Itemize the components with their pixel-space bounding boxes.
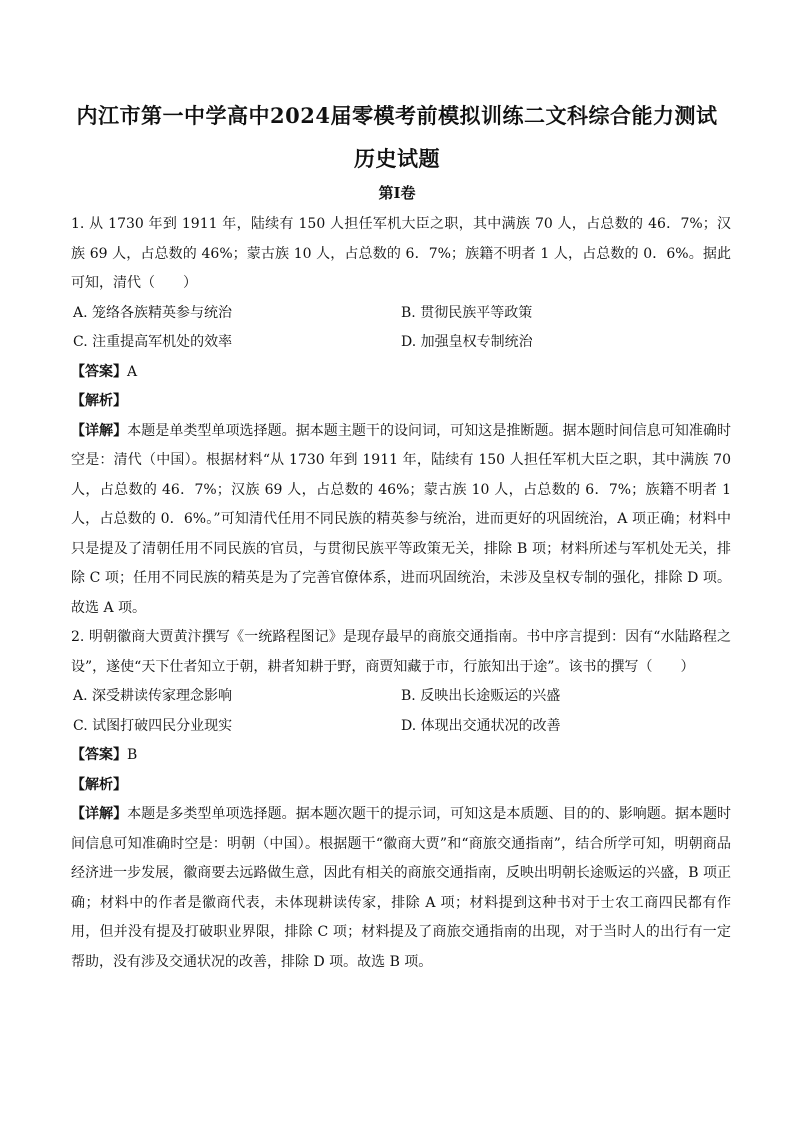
question-2-options-row1: [71, 682, 731, 712]
question-1-analysis-label: 【解析】: [71, 393, 127, 409]
question-2-option-a: A. 深受耕读传家理念影响: [73, 688, 233, 704]
question-1-option-d: D. 加强皇权专制统治: [401, 334, 533, 350]
question-2-answer: [71, 741, 731, 771]
question-1-stem: 1. 从 1730 年到 1911 年，陆续有 150 人担任军机大臣之职，其中满族 70 人，占总数的 46．7%；汉族 69 人，占总数的 46%；蒙古族 10 人，占总数的 6．7%；族籍不明者 1 人，占总数的 0．6%。据此可知，清代（ ）: [71, 216, 731, 291]
question-2-option-b: B. 反映出长途贩运的兴盛: [401, 688, 561, 704]
detail-label: 【详解】: [71, 806, 128, 822]
detail-label: 【详解】: [71, 422, 128, 439]
question-content: [71, 210, 731, 977]
question-2-option-c: C. 试图打破四民分业现实: [73, 717, 233, 734]
answer-value: B: [127, 747, 138, 763]
section-heading: 第Ⅰ卷: [378, 184, 416, 202]
question-1-options-row1: [71, 299, 731, 329]
detail-text: 本题是多类型单项选择题。据本题次题干的提示词，可知这是本质题、目的的、影响题。据本题时间信息可知准确时空是：明朝（中国）。根据题干“徽商大贾”和“商旅交通指南”，结合所学可知，明朝商品经济进一步发展，徽商要去远路做生意，因此有相关的商旅交通指南，反映出明朝长途贩运的兴盛，B 项正确；材料中的作者是徽商代表，未体现耕读传家，排除 A 项；材料提到这种书对于士农工商四民都有作用，但并没有提及打破职业界限，排除 C 项；材料提及了商旅交通指南的出现，对于当时人的出行有一定帮助，没有涉及交通状况的改善，排除 D 项。故选 B 项。: [71, 806, 732, 970]
question-2-option-d: D. 体现出交通状况的改善: [401, 717, 561, 734]
answer-label: 【答案】: [71, 747, 127, 763]
question-2-stem: 2. 明朝徽商大贾黄汴撰写《一统路程图记》是现存最早的商旅交通指南。书中序言提到：因有“水陆路程之设”，遂使“天下仕者知立于朝，耕者知耕于野，商贾知藏于市，行旅知出于途”。该书的撰写（ ）: [71, 629, 731, 675]
exam-title: 内江市第一中学高中2024届零模考前模拟训练二文科综合能力测试: [76, 103, 718, 128]
question-2-detail: [71, 800, 731, 977]
question-2-options-row2: [71, 712, 731, 742]
detail-text: 本题是单类型单项选择题。据本题主题干的设问词，可知这是推断题。据本题时间信息可知准确时空是：清代（中国）。根据材料“从 1730 年到 1911 年，陆续有 150 人担任军机大臣之职，其中满族 70 人，占总数的 46．7%；汉族 69 人，占总数的 46%；蒙古族 10 人，占总数的 6．7%；族籍不明者 1 人，占总数的 0．6%。”可知清代任用不同民族的精英参与统治，进而更好的巩固统治，A 项正确；材料中只是提及了清朝任用不同民族的官员，与贯彻民族平等政策无关，排除 B 项；材料所述与军机处无关，排除 C 项；任用不同民族的精英是为了完善官僚体系，进而巩固统治，未涉及皇权专制的强化，排除 D 项。故选 A 项。: [71, 422, 732, 616]
question-1-option-c: C. 注重提高军机处的效率: [73, 334, 233, 350]
question-1-answer: [71, 358, 731, 388]
question-1-options-row2: [71, 328, 731, 358]
answer-label: 【答案】: [71, 363, 127, 380]
question-1-option-b: B. 贯彻民族平等政策: [401, 304, 533, 321]
answer-value: A: [127, 363, 138, 380]
question-1-detail: [71, 417, 731, 624]
exam-subject: 历史试题: [354, 146, 440, 171]
question-2-analysis-label: 【解析】: [71, 776, 127, 793]
question-1-option-a: A. 笼络各族精英参与统治: [73, 304, 233, 321]
